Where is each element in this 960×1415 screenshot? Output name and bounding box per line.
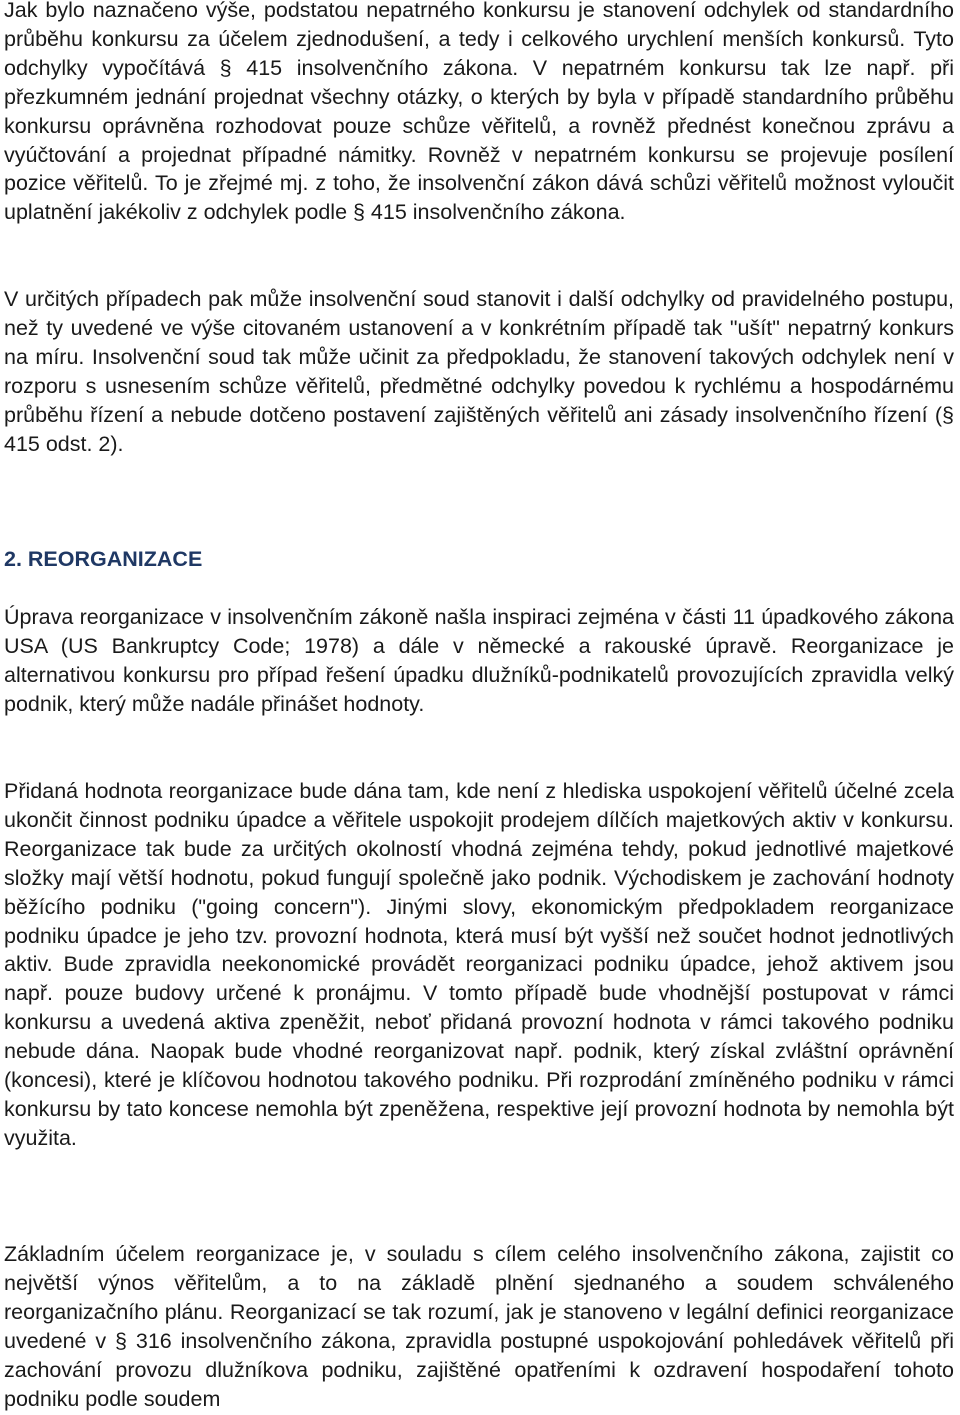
paragraph-reorganization-inspiration: Úprava reorganizace v insolvenčním zákoně našla inspiraci zejména v části 11 úpadkového zákona USA (US Bankruptcy Code; 1978) a dále v německé a rakouské úpravě. Reorganizace je alternativou konkursu pro případ řešení úpadku dlužníků-podnikatelů provozujících zpravidla velký podnik, který může nadále přinášet hodnoty. bbox=[4, 605, 954, 716]
section-heading-reorganization: 2. REORGANIZACE bbox=[4, 547, 203, 571]
paragraph-court-deviations: V určitých případech pak může insolvenční soud stanovit i další odchylky od pravidelného postupu, než ty uvedené ve výše citovaném ustanovení a v konkrétním případě tak "ušít" nepatrný konkurs na míru. Insolvenční soud tak může učinit za předpokladu, že stanovení takových odchylek není v rozporu s usnesením schůze věřitelů, předmětné odchylky povedou k rychlému a hospodárnému průběhu řízení a nebude dotčeno postavení zajištěných věřitelů ani zásady insolvenčního řízení (§ 415 odst. 2). bbox=[4, 287, 954, 456]
paragraph-added-value: Přidaná hodnota reorganizace bude dána tam, kde není z hlediska uspokojení věřitelů účelné zcela ukončit činnost podniku úpadce a věřitele uspokojit prodejem dílčích majetkových aktiv v konkursu. Reorganizace tak bude za určitých okolností vhodná zejména tehdy, pokud jednotlivé majetkové složky mají větší hodnotu, pokud fungují společně jako podnik. Východiskem je zachování hodnoty běžícího podniku ("going concern"). Jinými slovy, ekonomickým předpokladem reorganizace podniku úpadce je jeho tzv. provozní hodnota, která musí být vyšší než součet hodnot jednotlivých aktiv. Bude zpravidla neekonomické provádět reorganizaci podniku úpadce, jehož aktivem jsou např. pouze budovy určené k pronájmu. V tomto případě bude vhodnější postupovat v rámci konkursu a uvedená aktiva zpeněžit, neboť přidaná provozní hodnota v rámci takového podniku nebude dána. Naopak bude vhodné reorganizovat např. podnik, který získal zvláštní oprávnění (koncesi), které je klíčovou hodnotou takového podniku. Při rozprodání zmíněného podniku v rámci konkursu by tato koncese nemohla být zpeněžena, respektive její provozní hodnota by nemohla být využita. bbox=[4, 779, 954, 1150]
paragraph-minor-bankruptcy: Jak bylo naznačeno výše, podstatou nepatrného konkursu je stanovení odchylek od standardního průběhu konkursu za účelem zjednodušení, a tedy i celkového urychlení menších konkursů. Tyto odchylky vypočítává § 415 insolvenčního zákona. V nepatrném konkursu tak lze např. při přezkumném jednání projednat všechny otázky, o kterých by byla v případě standardního průběhu konkursu oprávněna rozhodovat pouze schůze věřitelů, a rovněž přednést konečnou zprávu a vyúčtování a projednat případné námitky. Rovněž v nepatrném konkursu se projevuje posílení pozice věřitelů. To je zřejmé mj. z toho, že insolvenční zákon dává schůzi věřitelů možnost vyloučit uplatnění jakékoliv z odchylek podle § 415 insolvenčního zákona. bbox=[4, 0, 954, 225]
paragraph-basic-purpose: Základním účelem reorganizace je, v souladu s cílem celého insolvenčního zákona, zajistit co největší výnos věřitelům, a to na základě plnění sjednaného a soudem schváleného reorganizačního plánu. Reorganizací se tak rozumí, jak je stanoveno v legální definici reorganizace uvedené v § 316 insolvenčního zákona, zpravidla postupné uspokojování pohledávek věřitelů při zachování provozu dlužníkova podniku, zajištěné opatřeními k ozdravení hospodaření tohoto podniku podle soudem bbox=[4, 1242, 954, 1411]
